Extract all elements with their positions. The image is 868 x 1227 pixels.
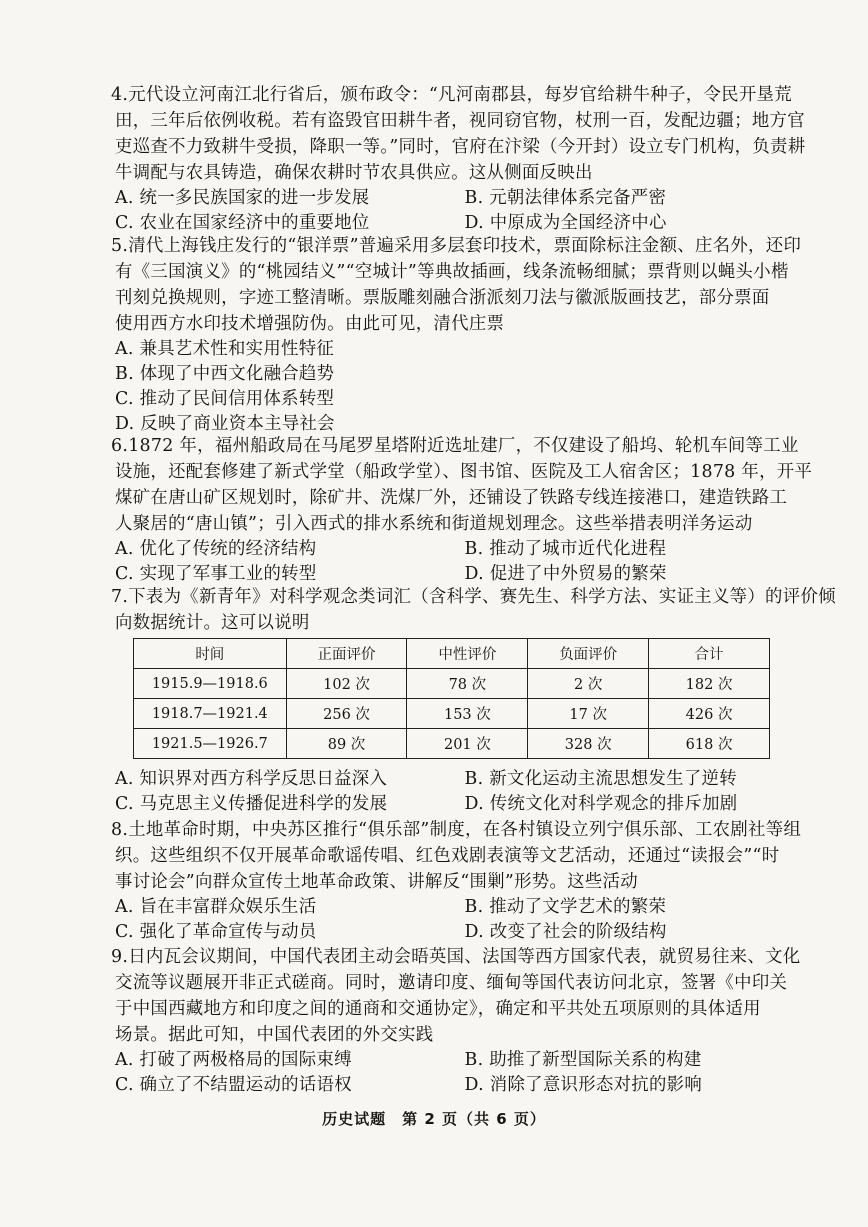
table-row [134,729,770,759]
option-c: C. 推动了民间信用体系转型 [115,389,335,409]
option-d: D. 促进了中外贸易的繁荣 [464,564,667,584]
question-stem-line: 场景。据此可知，中国代表团的外交实践 [115,1025,434,1045]
option-b: B. 体现了中西文化融合趋势 [115,364,335,384]
question-stem-line: 6.1872 年，福州船政局在马尾罗星塔附近选址建厂，不仅建设了船坞、轮机车间等工业 [111,436,799,456]
table-cell: 153 次 [407,699,528,729]
option-d: D. 消除了意识形态对抗的影响 [464,1075,703,1095]
option-b: B. 新文化运动主流思想发生了逆转 [464,769,737,789]
table-cell: 426 次 [649,699,770,729]
options-row [115,767,770,792]
column-header: 正面评价 [286,639,407,669]
question-stem-line: 有《三国演义》的“桃园结义”“空城计”等典故插画，线条流畅细腻；票背则以蝇头小楷 [115,262,789,282]
column-header: 中性评价 [407,639,528,669]
options-row [115,1048,770,1073]
question-5 [111,233,802,437]
option-c: C. 确立了不结盟运动的话语权 [115,1075,352,1095]
question-stem-line: 人聚居的“唐山镇”；引入西式的排水系统和街道规划理念。这些举措表明洋务运动 [115,514,753,534]
option-a: A. 兼具艺术性和实用性特征 [115,339,335,359]
table-cell: 1921.5—1926.7 [134,729,287,759]
question-7 [111,584,836,636]
option-b: B. 助推了新型国际关系的构建 [464,1050,702,1070]
question-stem-line: 交流等议题展开非正式磋商。同时，邀请印度、缅甸等国代表访问北京，签署《中印关 [115,973,788,993]
question-stem-line: 牛调配与农具铸造，确保农耕时节农具供应。这从侧面反映出 [115,163,593,183]
options-row [115,537,770,562]
options-row [115,1073,770,1098]
option-a: A. 统一多民族国家的进一步发展 [115,188,370,208]
table-header-row [134,639,770,669]
question-7-options [115,767,770,817]
option-b: B. 推动了城市近代化进程 [464,539,667,559]
question-stem-line: 7.下表为《新青年》对科学观念类词汇（含科学、赛先生、科学方法、实证主义等）的评价倾 [111,587,836,607]
question-stem-line: 4.元代设立河南江北行省后，颁布政令：“凡河南郡县，每岁官给耕牛种子，令民开垦荒 [111,85,792,105]
page-footer: 历史试题 第 2 页（共 6 页） [322,1110,546,1128]
question-stem-line: 煤矿在唐山矿区规划时，除矿井、洗煤厂外，还铺设了铁路专线连接港口，建造铁路工 [115,488,788,508]
option-a: A. 知识界对西方科学反思日益深入 [115,769,388,789]
question-stem-line: 事讨论会”向群众宣传土地革命政策、讲解反“围剿”形势。这些活动 [115,872,638,892]
option-b: B. 推动了文学艺术的繁荣 [464,897,667,917]
option-c: C. 农业在国家经济中的重要地位 [115,213,370,233]
question-stem-line: 5.清代上海钱庄发行的“银洋票”普遍采用多层套印技术，票面除标注金额、庄名外，还印 [111,236,802,256]
column-header: 负面评价 [528,639,649,669]
question-stem-line: 田，三年后依例收税。若有盗毁官田耕牛者，视同窃官物，杖刑一百，发配边疆；地方官 [115,111,805,131]
table-cell: 102 次 [286,669,407,699]
options-row [115,920,770,945]
table-row [134,669,770,699]
table-cell: 1915.9—1918.6 [134,669,287,699]
question-stem-line: 于中国西藏地方和印度之间的通商和交通协定》，确定和平共处五项原则的具体适用 [115,999,761,1019]
option-c: C. 马克思主义传播促进科学的发展 [115,794,388,814]
question-9 [111,944,801,1098]
option-c: C. 强化了革命宣传与动员 [115,922,317,942]
table-cell: 17 次 [528,699,649,729]
table-cell: 201 次 [407,729,528,759]
option-b: B. 元朝法律体系完备严密 [464,188,667,208]
question-4 [111,82,806,236]
option-c: C. 实现了军事工业的转型 [115,564,317,584]
question-stem-line: 8.土地革命时期，中央苏区推行“俱乐部”制度，在各村镇设立列宁俱乐部、工农剧社等组 [111,820,802,840]
table-cell: 2 次 [528,669,649,699]
option-d: D. 传统文化对科学观念的排斥加剧 [464,794,738,814]
question-6 [111,433,813,587]
option-a: A. 优化了传统的经济结构 [115,539,317,559]
table-cell: 328 次 [528,729,649,759]
question-stem-line: 织。这些组织不仅开展革命歌谣传唱、红色戏剧表演等文艺活动，还通过“读报会”“时 [115,846,780,866]
options-row [115,186,770,211]
table-row [134,699,770,729]
table-cell: 182 次 [649,669,770,699]
question-stem-line: 刊刻兑换规则，字迹工整清晰。票版雕刻融合浙派刻刀法与徽派版画技艺，部分票面 [115,288,770,308]
column-header: 时间 [134,639,287,669]
question-stem-line: 使用西方水印技术增强防伪。由此可见，清代庄票 [115,314,505,334]
option-d: D. 中原成为全国经济中心 [464,213,667,233]
option-d: D. 改变了社会的阶级结构 [464,922,667,942]
option-d: D. 反映了商业资本主导社会 [115,414,335,434]
options-row [115,895,770,920]
evaluation-stats-table [133,638,770,759]
question-stem-line: 9.日内瓦会议期间，中国代表团主动会晤英国、法国等西方国家代表，就贸易往来、文化 [111,947,801,967]
question-stem-line: 吏巡查不力致耕牛受损，降职一等。”同时，官府在汴梁（今开封）设立专门机构，负责耕 [115,137,806,157]
table-cell: 89 次 [286,729,407,759]
table-cell: 78 次 [407,669,528,699]
option-a: A. 打破了两极格局的国际束缚 [115,1050,352,1070]
table-cell: 618 次 [649,729,770,759]
options-row [115,792,770,817]
table-cell: 1918.7—1921.4 [134,699,287,729]
question-8 [111,817,802,945]
question-stem-line: 设施，还配套修建了新式学堂（船政学堂）、图书馆、医院及工人宿舍区；1878 年，开平 [115,462,813,482]
column-header: 合计 [649,639,770,669]
option-a: A. 旨在丰富群众娱乐生活 [115,897,317,917]
table-cell: 256 次 [286,699,407,729]
question-stem-line: 向数据统计。这可以说明 [115,613,310,633]
